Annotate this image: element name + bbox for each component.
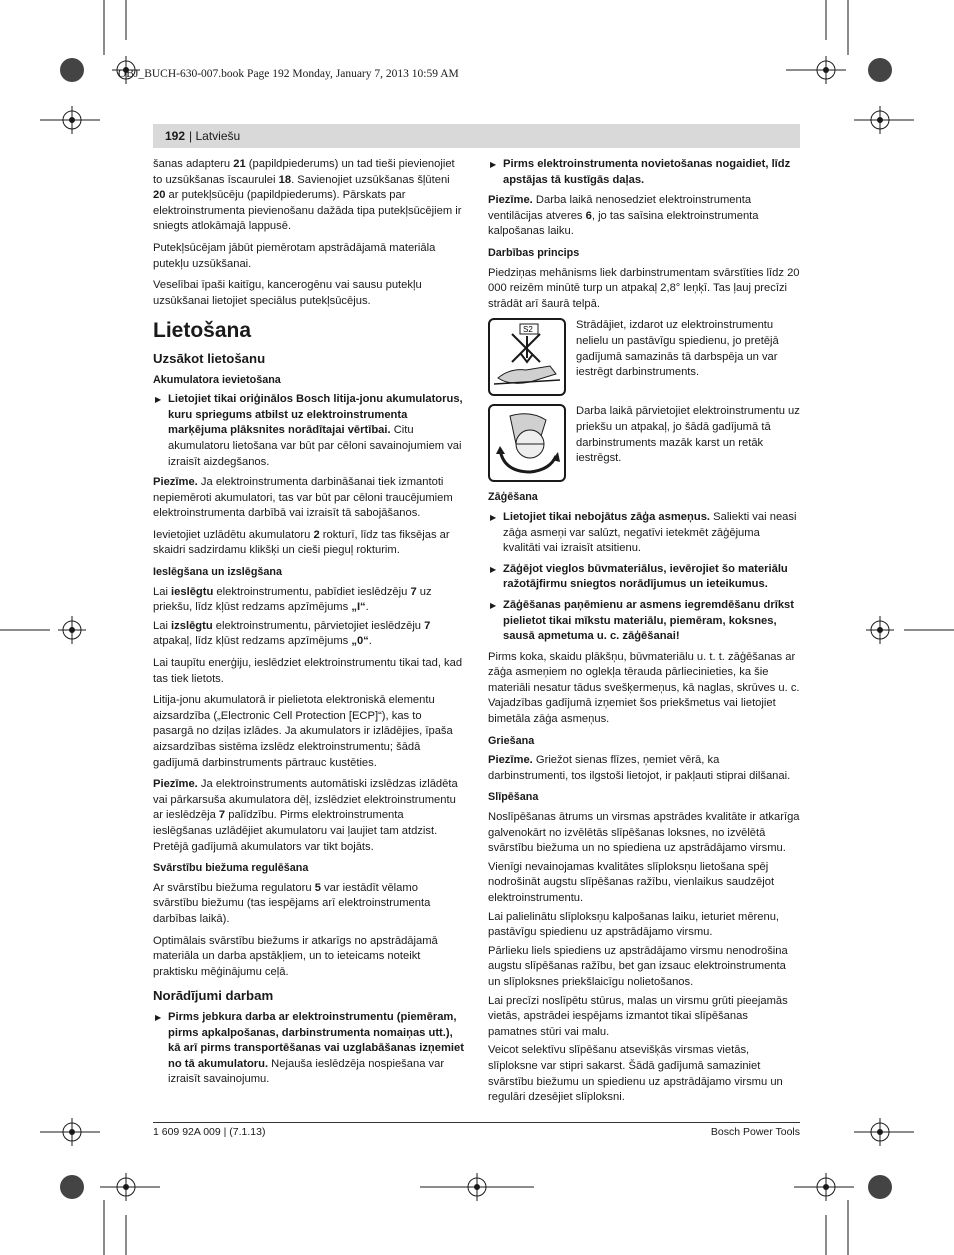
heading-working-principle: Darbības princips bbox=[488, 246, 580, 259]
section-title-operation: Lietošana bbox=[153, 319, 252, 343]
paragraph-switch-off: Lai izslēgtu elektroinstrumentu, pārvietojiet ieslēdzēju 7 atpakaļ, līdz kļūst redzams apzīmējums „0“. bbox=[153, 619, 431, 648]
page-number: 192 bbox=[165, 129, 186, 143]
paragraph-working-principle: Piedziņas mehānisms liek darbinstrumentam svārstīties līdz 20 000 reizēm minūtē turp un atpakaļ 2,8° leņķī. Tas ļauj precīzi strādāt arī šaurā telpā. bbox=[488, 266, 800, 310]
page-language bbox=[189, 129, 240, 143]
paragraph-selective-sanding: Veicot selektīvu slīpēšanu atsevišķās virsmas vietās, slīploksne var stipri sakarst. Šādā gadījumā samaziniet svārstību biežumu un spiedienu uz apstrādājamo virsmu un regulāri dzesējiet slīploksni. bbox=[488, 1044, 783, 1104]
footer-document-code: 1 609 92A 009 | (7.1.13) bbox=[153, 1126, 266, 1138]
paragraph-oscillation-selector: Ar svārstību biežuma regulatoru 5 var iestādīt vēlamo svārstību biežumu (tas iespējams arī elektroinstrumenta darbības laikā). bbox=[153, 881, 431, 925]
paragraph-harmful-dust: Veselībai īpaši kaitīgu, kancerogēnu vai sausu putekļu uzsūkšanai lietojiet speciālus putekļsūcējus. bbox=[153, 279, 422, 307]
warning-original-battery: ▶ Lietojiet tikai oriģinālos Bosch litija-jonu akumulatorus, kuru spriegums atbilst uz elektroinstrumenta marķējuma plāksnites norādītajai vērtībai. Citu akumulatoru lietošana var būt par cēloni savainojumiem vai izraisīt aizdegšanos. bbox=[153, 392, 465, 470]
light-pressure-icon bbox=[488, 318, 566, 396]
warning-wait-standstill: ▶ Pirms elektroinstrumenta novietošanas nogaidiet, līdz apstājas tā kustīgās daļas. bbox=[488, 157, 800, 188]
note-unsuitable-battery: Piezīme. Ja elektroinstrumenta darbināšanai tiek izmantoti nepiemēroti akumulatori, tas var būt par cēloni traucējumiem elektroinstrumenta darbībā vai izraisīt tā sabojāšanos. bbox=[153, 476, 453, 520]
paragraph-adapter: šanas adapteru 21 (papildpiederums) un tad tieši pievienojiet to uzsūkšanas īscaurulei 18. Savienojiet uzsūkšanas šļūteni 20 ar putekļsūcēju (papildpiederums). Pārskats par elektroinstrumenta pievienošanu dažāda tipa putekļsūcējiem ir sniegts atlokāmajā lappusē. bbox=[153, 158, 462, 233]
warning-plunge-cut: ▶ Zāģēšanas paņēmienu ar asmens iegremdēšanu drīkst pielietot tikai mīkstu materiālu, piemēram, koksnes, sausā apmetuma u. c. zāģēšanai! bbox=[488, 598, 800, 645]
paragraph-sanding-rate: Noslīpēšanas ātrums un virsmas apstrādes kvalitāte ir atkarīga galvenokārt no izvēlētās slīpēšanas loksnes, no izvēlētā svārstību biežuma un no spiediena uz apstrādājamo virsmu. bbox=[488, 811, 800, 855]
move-back-forth-icon bbox=[488, 404, 566, 482]
print-file-header: OBJ_BUCH-630-007.book Page 192 Monday, January 7, 2013 10:59 AM bbox=[118, 68, 459, 80]
paragraph-switch-on: Lai ieslēgtu elektroinstrumentu, pabīdiet ieslēdzēju 7 uz priekšu, līdz kļūst redzams apzīmējums „I“. bbox=[153, 585, 432, 614]
paragraph-corners-edges: Lai precīzi noslīpētu stūrus, malas un virsmu grūti pieejamās vietās, apstrādei iespējams izmantot tikai slīpēšanas pamatnes stūri vai malu. bbox=[488, 994, 788, 1038]
note-auto-switch-off: Piezīme. Ja elektroinstruments automātiski izslēdzas izlādēta vai pārkarsuša akumulatora dēļ, izslēdziet elektroinstrumentu ar ieslēdzēja 7 palīdzību. Pirms elektroinstrumenta ieslēgšanas uzlādējiet akumulatoru vai ļaujiet tam atdzist. Pretējā gadījumā akumulators var tikt bojāts. bbox=[153, 778, 458, 853]
page-header-band bbox=[153, 124, 800, 148]
language-label: Latviešu bbox=[195, 129, 241, 143]
footer-brand: Bosch Power Tools bbox=[710, 1126, 800, 1138]
pressure-label: S2 bbox=[523, 325, 533, 335]
warning-undamaged-blades: ▶ Lietojiet tikai nebojātus zāģa asmeņus. Saliekti vai neasi zāģa asmeņi var salūzt, negatīvi ietekmēt zāģējuma kvalitāti vai izraisīt atsitienu. bbox=[488, 510, 800, 557]
heading-starting-operation: Uzsākot lietošanu bbox=[153, 350, 266, 366]
paragraph-optimal-oscillation: Optimālais svārstību biežums ir atkarīgs no apstrādājamā materiāla un darba apstākļiem, un to ieteicams noteikt praktisku mēģinājumu ceļā. bbox=[153, 934, 438, 978]
paragraph-moderate-pressure: Lai palielinātu slīploksņu kalpošanas laiku, ieturiet mērenu, pastāvīgu spiedienu uz apstrādājamo virsmu. bbox=[488, 910, 780, 939]
paragraph-insert-battery: Ievietojiet uzlādētu akumulatoru 2 rokturī, līdz tas fiksējas ar skaidri sadzirdamu klikšķi un cieši pieguļ rokturim. bbox=[153, 528, 450, 557]
tip-light-pressure bbox=[488, 318, 800, 396]
paragraph-excess-pressure: Pārlieku liels spiediens uz apstrādājamo virsmu nenodrošina augstu slīpēšanas ražību, bet gan izsauc elektroinstrumenta un slīploksnes priekšlaicīgu nolietošanos. bbox=[488, 944, 788, 988]
paragraph-ecp: Litija-jonu akumulatorā ir pielietota elektroniskā elementu aizsardzība („Electronic Cell Protection [ECP]“), kas to pasargā no dziļas izlādes. Ja akumulators ir izlādējies, īpaša aizsardzības sistēma izslēdz elektroinstrumentu; šādā gadījumā darbinstruments pārtrauc kustēties. bbox=[153, 694, 453, 769]
heading-working-advice: Norādījumi darbam bbox=[153, 988, 274, 1004]
heading-oscillation-rate: Svārstību biežuma regulēšana bbox=[153, 862, 309, 875]
heading-switch-on-off: Ieslēgšana un izslēgšana bbox=[153, 566, 283, 579]
heading-sanding: Slīpēšana bbox=[488, 791, 539, 804]
paragraph-save-energy: Lai taupītu enerģiju, ieslēdziet elektroinstrumentu tikai tad, kad tas tiek lietots. bbox=[153, 657, 463, 685]
paragraph-foreign-objects: Pirms koka, skaidu plākšņu, būvmateriālu u. t. t. zāģēšanas ar zāģa asmeņiem no oglekļa tērauda pārliecinieties, ka šie materiāli nesatur tādus svešķermeņus, kā naglas, skrūves u. c. Vajadzības gadījumā izņemiet šos priekšmetus vai lietojiet bimetāla zāģa asmeņus. bbox=[488, 650, 800, 726]
heading-sawing: Zāģēšana bbox=[488, 491, 538, 504]
tip-move-back-forth bbox=[488, 404, 800, 482]
paragraph-quality-sheets: Vienīgi nevainojamas kvalitātes slīploksņu lietošana spēj nodrošināt augstu slīpēšanas ražību, vienlaikus saudzējot elektroinstrumentu. bbox=[488, 860, 775, 904]
tip-light-pressure-text: Strādājiet, izdarot uz elektroinstrumentu nelielu un pastāvīgu spiedienu, jo pretējā gadījumā samazinās tā darbspēja un var iestrēgt darbinstruments. bbox=[576, 319, 779, 379]
paragraph-vacuum-suitable: Putekļsūcējam jābūt piemērotam apstrādājamā materiāla putekļu uzsūkšanai. bbox=[153, 241, 436, 270]
heading-battery-insert: Akumulatora ievietošana bbox=[153, 373, 281, 386]
left-column bbox=[153, 157, 465, 1093]
right-column bbox=[488, 157, 800, 1112]
note-ventilation: Piezīme. Darba laikā nenosedziet elektroinstrumenta ventilācijas atveres 6, jo tas saīsina elektroinstrumenta kalpošanas laiku. bbox=[488, 194, 759, 238]
page-separator: | bbox=[189, 129, 193, 143]
footer-divider bbox=[153, 1122, 800, 1123]
note-wall-tiles: Piezīme. Griežot sienas flīzes, ņemiet vērā, ka darbinstrumenti, tos ilgstoši lietojot, ir pakļauti stiprai dilšanai. bbox=[488, 754, 791, 782]
tip-move-back-forth-text: Darba laikā pārvietojiet elektroinstrumentu uz priekšu un atpakaļ, jo šādā gadījumā tā darbinstruments mazāk karst un retāk iestrēgst. bbox=[576, 405, 800, 465]
heading-cutting: Griešana bbox=[488, 734, 535, 747]
warning-remove-battery: ▶ Pirms jebkura darba ar elektroinstrumentu (piemēram, pirms apkalpošanas, darbinstrumenta nomaiņas utt.), kā arī pirms transportēšanas vai uzglabāšanas izņemiet no tā akumulatoru. Nejauša ieslēdzēja nospiešana var izraisīt savainojumu. bbox=[153, 1010, 465, 1088]
warning-light-materials: ▶ Zāģējot vieglos būvmateriālus, ievērojiet šo materiālu ražotājfirmu sniegtos norādījumus un ieteikumus. bbox=[488, 562, 800, 593]
